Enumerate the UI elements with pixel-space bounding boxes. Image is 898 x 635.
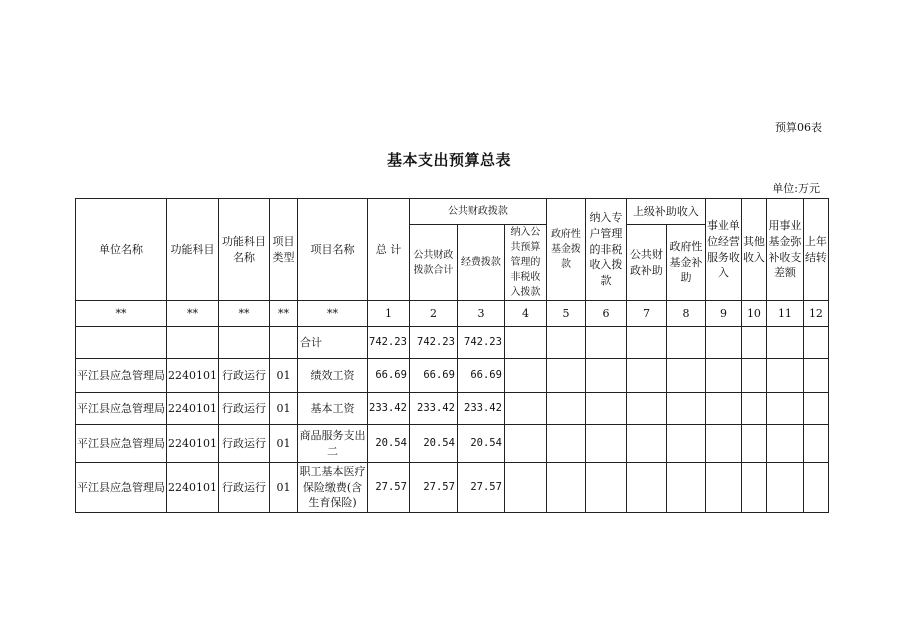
row-total: 27.57 [368, 463, 410, 513]
header-pf-subtotal: 公共财政拨款合计 [409, 225, 457, 301]
header-total: 总 计 [368, 199, 410, 301]
empty-cell [666, 463, 705, 513]
empty-cell [504, 425, 546, 463]
empty-cell [167, 327, 219, 359]
index-cell: 7 [626, 301, 666, 327]
empty-cell [666, 359, 705, 393]
row-type: 01 [270, 463, 298, 513]
row-code: 2240101 [167, 463, 219, 513]
empty-cell [666, 393, 705, 425]
row-total: 233.42 [368, 393, 410, 425]
row-func: 行政运行 [219, 393, 270, 425]
row-total: 66.69 [368, 359, 410, 393]
empty-cell [546, 393, 585, 425]
empty-cell [626, 359, 666, 393]
empty-cell [546, 359, 585, 393]
row-name: 商品服务支出二 [298, 425, 368, 463]
empty-cell [803, 359, 828, 393]
empty-cell [705, 425, 741, 463]
unit-label: 单位:万元 [772, 182, 820, 195]
empty-cell [666, 425, 705, 463]
header-pf-nontax: 纳入公共预算管理的非税收入拨款 [504, 225, 546, 301]
empty-cell [504, 327, 546, 359]
index-cell: ** [76, 301, 167, 327]
row-code: 2240101 [167, 393, 219, 425]
header-sup-gov: 政府性基金补助 [666, 225, 705, 301]
empty-cell [803, 393, 828, 425]
empty-cell [504, 463, 546, 513]
header-public-finance: 公共财政拨款 [409, 199, 546, 225]
empty-cell [546, 463, 585, 513]
empty-cell [705, 359, 741, 393]
row-name: 基本工资 [298, 393, 368, 425]
table-row [76, 463, 829, 513]
empty-cell [585, 393, 626, 425]
header-item-name: 项目名称 [298, 199, 368, 301]
row-pf-subtotal: 66.69 [409, 359, 457, 393]
index-cell: 9 [705, 301, 741, 327]
header-func-code: 功能科目 [167, 199, 219, 301]
index-cell: 11 [766, 301, 803, 327]
index-cell: 2 [409, 301, 457, 327]
index-cell: ** [270, 301, 298, 327]
empty-cell [741, 327, 766, 359]
index-cell: 10 [741, 301, 766, 327]
empty-cell [76, 327, 167, 359]
row-type: 01 [270, 425, 298, 463]
index-cell: 8 [666, 301, 705, 327]
table-row [76, 425, 829, 463]
row-pf-funds: 20.54 [457, 425, 504, 463]
budget-table [75, 198, 829, 513]
empty-cell [705, 327, 741, 359]
row-dept: 平江县应急管理局 [76, 359, 167, 393]
table-row [76, 359, 829, 393]
row-func: 行政运行 [219, 463, 270, 513]
row-pf-funds: 66.69 [457, 359, 504, 393]
empty-cell [741, 463, 766, 513]
empty-cell [705, 393, 741, 425]
row-pf-funds: 27.57 [457, 463, 504, 513]
empty-cell [585, 463, 626, 513]
index-row [76, 301, 829, 327]
row-code: 2240101 [167, 425, 219, 463]
table-row [76, 393, 829, 425]
empty-cell [803, 425, 828, 463]
empty-cell [803, 463, 828, 513]
index-cell: 6 [585, 301, 626, 327]
header-special-nontax: 纳入专户管理的非税收入拨款 [585, 199, 626, 301]
row-pf-subtotal: 27.57 [409, 463, 457, 513]
empty-cell [626, 425, 666, 463]
empty-cell [705, 463, 741, 513]
total-label: 合计 [298, 327, 368, 359]
empty-cell [504, 393, 546, 425]
empty-cell [741, 393, 766, 425]
empty-cell [585, 359, 626, 393]
form-number: 预算06表 [775, 121, 822, 134]
empty-cell [504, 359, 546, 393]
header-carryover: 上年结转 [803, 199, 828, 301]
row-pf-subtotal: 20.54 [409, 425, 457, 463]
row-total: 20.54 [368, 425, 410, 463]
empty-cell [766, 359, 803, 393]
page-title: 基本支出预算总表 [386, 151, 511, 169]
index-cell: 12 [803, 301, 828, 327]
header-biz-income: 事业单位经营服务收入 [705, 199, 741, 301]
total-pf-funds: 742.23 [457, 327, 504, 359]
row-type: 01 [270, 359, 298, 393]
empty-cell [766, 425, 803, 463]
empty-cell [766, 327, 803, 359]
empty-cell [546, 327, 585, 359]
empty-cell [766, 463, 803, 513]
row-pf-subtotal: 233.42 [409, 393, 457, 425]
total-row [76, 327, 829, 359]
empty-cell [626, 463, 666, 513]
row-dept: 平江县应急管理局 [76, 393, 167, 425]
index-cell: 3 [457, 301, 504, 327]
empty-cell [270, 327, 298, 359]
empty-cell [219, 327, 270, 359]
index-cell: 4 [504, 301, 546, 327]
header-dept: 单位名称 [76, 199, 167, 301]
empty-cell [626, 327, 666, 359]
row-pf-funds: 233.42 [457, 393, 504, 425]
total-value: 742.23 [368, 327, 410, 359]
header-other-income: 其他收入 [741, 199, 766, 301]
index-cell: ** [298, 301, 368, 327]
row-name: 职工基本医疗保险缴费(含生育保险) [298, 463, 368, 513]
empty-cell [766, 393, 803, 425]
empty-cell [803, 327, 828, 359]
header-biz-fund: 用事业基金弥补收支差额 [766, 199, 803, 301]
empty-cell [626, 393, 666, 425]
empty-cell [741, 359, 766, 393]
index-cell: ** [167, 301, 219, 327]
header-func-name: 功能科目名称 [219, 199, 270, 301]
total-pf-subtotal: 742.23 [409, 327, 457, 359]
empty-cell [741, 425, 766, 463]
empty-cell [585, 425, 626, 463]
row-code: 2240101 [167, 359, 219, 393]
header-sup-public: 公共财政补助 [626, 225, 666, 301]
header-pf-funds: 经费拨款 [457, 225, 504, 301]
empty-cell [546, 425, 585, 463]
index-cell: ** [219, 301, 270, 327]
row-func: 行政运行 [219, 359, 270, 393]
empty-cell [666, 327, 705, 359]
row-dept: 平江县应急管理局 [76, 463, 167, 513]
header-gov-fund: 政府性基金拨款 [546, 199, 585, 301]
row-type: 01 [270, 393, 298, 425]
empty-cell [585, 327, 626, 359]
index-cell: 1 [368, 301, 410, 327]
row-name: 绩效工资 [298, 359, 368, 393]
header-item-type: 项目类型 [270, 199, 298, 301]
header-superior: 上级补助收入 [626, 199, 705, 225]
index-cell: 5 [546, 301, 585, 327]
row-dept: 平江县应急管理局 [76, 425, 167, 463]
row-func: 行政运行 [219, 425, 270, 463]
